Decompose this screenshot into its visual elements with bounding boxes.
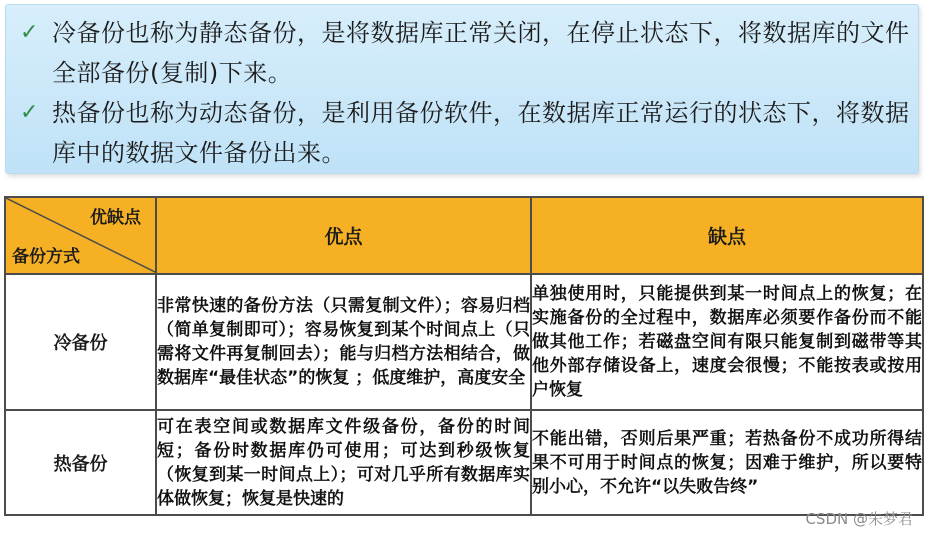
intro-bullet-text: 冷备份也称为静态备份，是将数据库正常关闭，在停止状态下，将数据库的文件全部备份(复制)下来。 xyxy=(52,19,910,87)
header-advantages: 优点 xyxy=(156,197,531,274)
row-advantages-text: 非常快速的备份方法（只需复制文件）；容易归档（简单复制即可）；容易恢复到某个时间点上（只需将文件再复制回去）；能与归档方法相结合，做数据库“最佳状态”的恢复 ；低度维护，高度安全 xyxy=(156,274,531,410)
corner-header-cell xyxy=(5,197,156,274)
intro-box xyxy=(5,4,919,174)
intro-bullet-text: 热备份也称为动态备份，是利用备份软件，在数据库正常运行的状态下，将数据库中的数据文件备份出来。 xyxy=(52,99,910,167)
table-header-row xyxy=(5,197,923,274)
comparison-table xyxy=(4,196,924,516)
row-disadvantages-text: 单独使用时，只能提供到某一时间点上的恢复；在实施备份的全过程中，数据库必须要作备份而不能做其他工作；若磁盘空间有限只能复制到磁带等其他外部存储设备上，速度会很慢；不能按表或按用户恢复 xyxy=(531,274,923,410)
checkmark-icon: ✓ xyxy=(20,100,39,125)
row-method-label: 热备份 xyxy=(5,410,156,515)
csdn-watermark: CSDN @朱梦君 xyxy=(805,510,913,528)
corner-label-pros-cons: 优缺点 xyxy=(90,208,141,228)
corner-label-backup-method: 备份方式 xyxy=(12,247,80,267)
row-advantages-text: 可在表空间或数据库文件级备份，备份的时间短；备份时数据库仍可使用；可达到秒级恢复（恢复到某一时间点上）；可对几乎所有数据库实体做恢复；恢复是快速的 xyxy=(156,410,531,515)
row-disadvantages-text: 不能出错，否则后果严重；若热备份不成功所得结果不可用于时间点的恢复；因难于维护，所以要特别小心，不允许“以失败告终” xyxy=(531,410,923,515)
table-row xyxy=(5,410,923,515)
row-method-label: 冷备份 xyxy=(5,274,156,410)
table-row xyxy=(5,274,923,410)
header-disadvantages: 缺点 xyxy=(531,197,923,274)
checkmark-icon: ✓ xyxy=(20,20,39,45)
